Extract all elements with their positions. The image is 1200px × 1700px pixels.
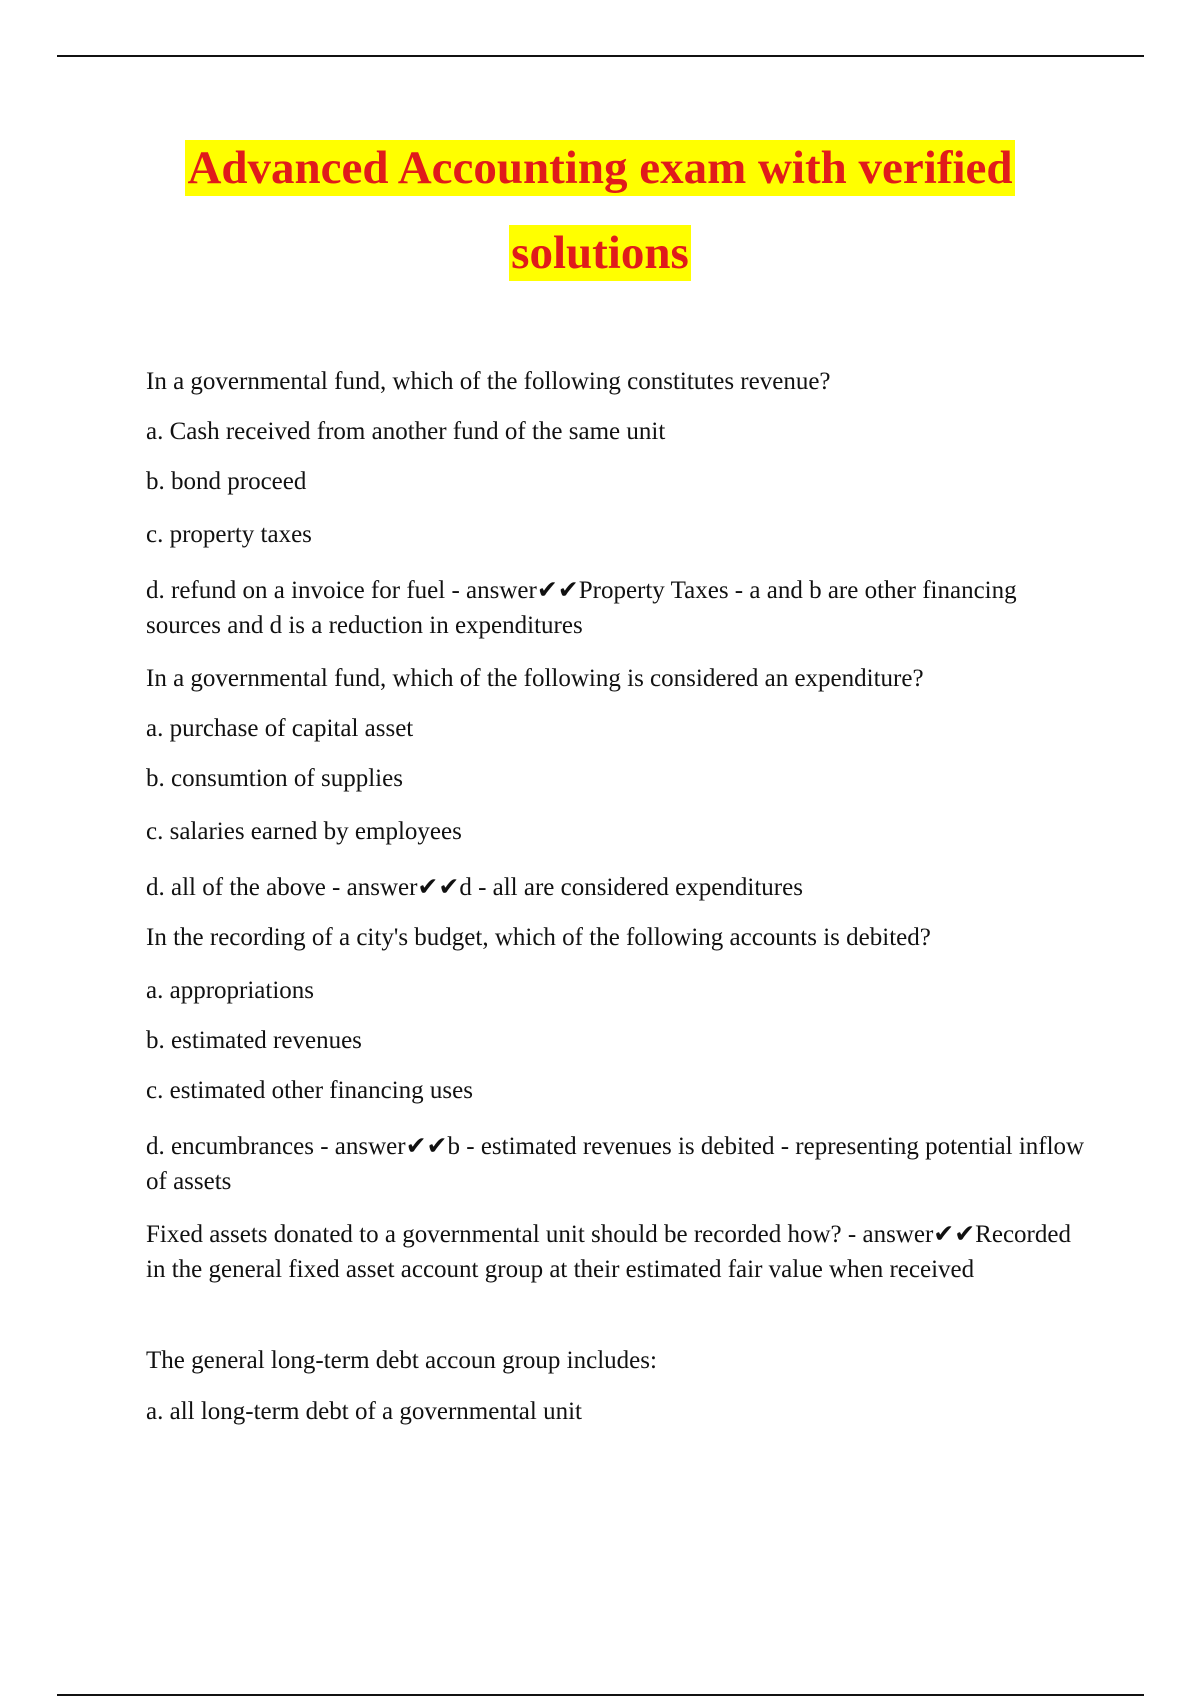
q2-option-c: c. salaries earned by employees [146,818,462,845]
question-5: The general long-term debt accoun group includes: [146,1347,657,1374]
question-2: In a governmental fund, which of the following is considered an expenditure? [146,665,924,692]
q1-option-a: a. Cash received from another fund of the same unit [146,418,666,445]
q2-option-a: a. purchase of capital asset [146,715,414,742]
document-title [0,140,1200,281]
q2-answer: d. all of the above - answer✔✔d - all are considered expenditures [146,874,803,901]
q3-option-a: a. appropriations [146,977,315,1004]
q3-option-b: b. estimated revenues [146,1027,362,1054]
bottom-rule [57,1694,1144,1696]
q1-answer: d. refund on a invoice for fuel - answer✔✔Property Taxes - a and b are other financing sources and d is a reduction in expenditures [146,577,1017,639]
question-4-answer: Fixed assets donated to a governmental unit should be recorded how? - answer✔✔Recorded in the general fixed asset account group at their estimated fair value when received [146,1221,1071,1283]
top-rule [57,55,1144,57]
question-1: In a governmental fund, which of the following constitutes revenue? [146,368,831,395]
q1-option-d-answer: c. property taxes [146,521,312,548]
q2-option-b: b. consumtion of supplies [146,765,403,792]
q5-option-a: a. all long-term debt of a governmental unit [146,1398,582,1425]
question-3: In the recording of a city's budget, which of the following accounts is debited? [146,924,931,951]
q1-option-b: b. bond proceed [146,468,307,495]
q3-option-c: c. estimated other financing uses [146,1077,473,1104]
q3-answer: d. encumbrances - answer✔✔b - estimated revenues is debited - representing potential inflow of assets [146,1133,1085,1195]
title-line-2: solutions [511,227,689,279]
title-line-1: Advanced Accounting exam with verified [187,142,1013,194]
